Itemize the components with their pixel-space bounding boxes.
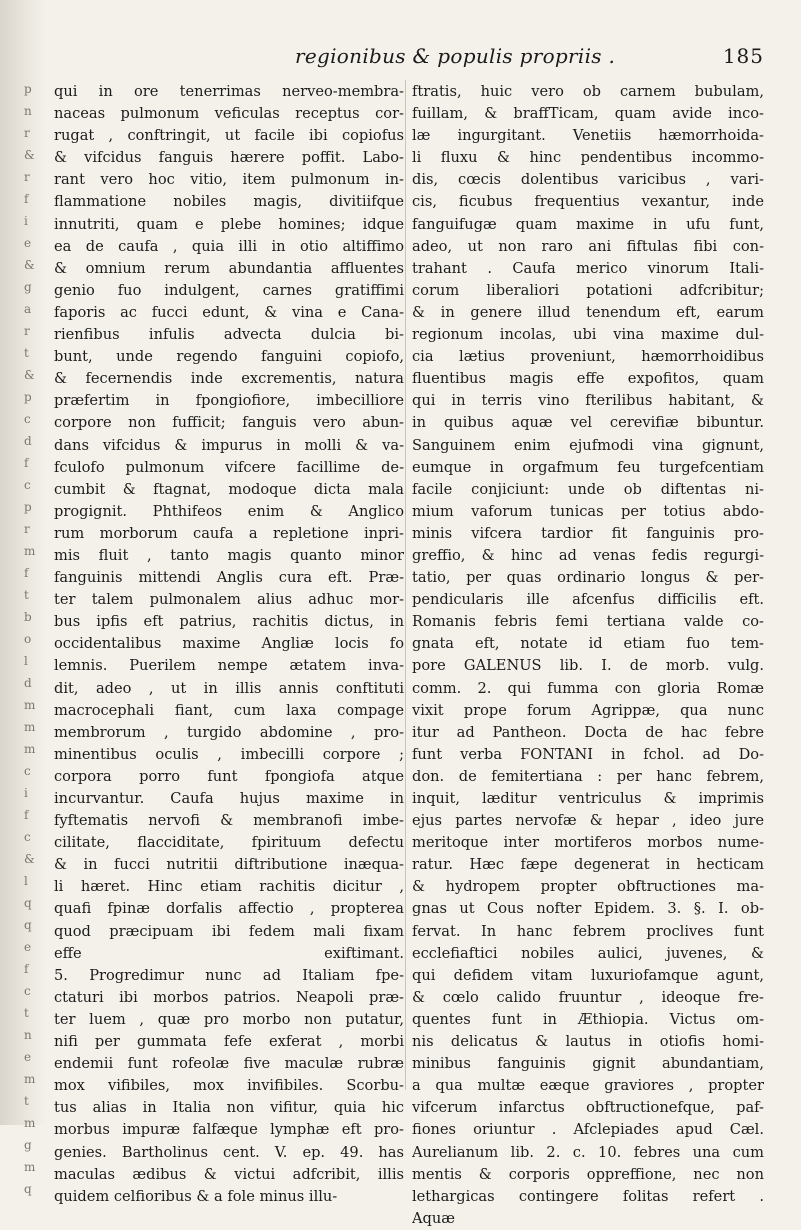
gutter-mark: t xyxy=(24,588,29,602)
text-line: qui defidem vitam luxuriofamque agunt, xyxy=(412,966,764,984)
text-line: pendicularis ille afcenfus difficilis eft. xyxy=(412,591,764,609)
gutter-mark: e xyxy=(24,940,32,954)
text-line: ter talem pulmonalem alius adhuc mor- xyxy=(54,591,404,609)
text-line: genio fuo indulgent, carnes gratiffimi xyxy=(54,281,404,299)
gutter-mark: & xyxy=(24,258,35,272)
text-line: & in fucci nutritii diftributione inæqua- xyxy=(54,856,404,874)
text-line: regionum incolas, ubi vina maxime dul- xyxy=(412,326,764,344)
text-line: tus alias in Italia non vifitur, quia hic xyxy=(54,1099,404,1117)
gutter-mark: q xyxy=(24,896,32,910)
text-line: pore GALENUS lib. I. de morb. vulg. xyxy=(412,657,764,675)
gutter-mark: t xyxy=(24,1094,29,1108)
text-line: Aquæ xyxy=(412,1209,455,1227)
text-line: li hæret. Hinc etiam rachitis dicitur , xyxy=(54,878,404,896)
text-line: inquit, læditur ventriculus & imprimis xyxy=(412,790,764,807)
text-line: dans vifcidus & impurus in molli & va- xyxy=(54,436,404,454)
text-line: funt verba FONTANI in fchol. ad Do- xyxy=(412,745,764,763)
text-line: genies. Bartholinus cent. V. ep. 49. has xyxy=(54,1143,404,1161)
gutter-mark: c xyxy=(24,764,31,778)
text-line: progignit. Phthifeos enim & Anglico xyxy=(54,502,404,520)
gutter-mark: q xyxy=(24,918,32,932)
text-line: maculas ædibus & victui adfcribit, illis xyxy=(54,1165,404,1183)
text-line: adeo, ut non raro ani fiftulas fibi con- xyxy=(412,237,764,255)
text-line: incurvantur. Caufa hujus maxime in xyxy=(54,790,404,807)
text-line: cumbit & ftagnat, modoque dicta mala xyxy=(54,480,404,498)
text-line: don. de femitertiana : per hanc febrem, xyxy=(412,767,764,785)
text-line: Sanguinem enim ejufmodi vina gignunt, xyxy=(412,436,764,454)
text-line: fyftematis nervofi & membranofi imbe- xyxy=(54,812,404,830)
text-line: corpora porro funt fpongiofa atque xyxy=(54,767,404,785)
text-line: trahant . Caufa merico vinorum Itali- xyxy=(412,259,764,277)
text-line: Aurelianum lib. 2. c. 10. febres una cum xyxy=(412,1143,764,1161)
gutter-mark: i xyxy=(24,786,28,800)
text-line: & vifcidus fanguis hærere poffit. Labo- xyxy=(54,149,404,167)
gutter-mark: g xyxy=(24,280,32,294)
gutter-mark: f xyxy=(24,808,29,822)
right-text-column xyxy=(412,81,764,1230)
text-line: itur ad Pantheon. Docta de hac febre xyxy=(412,723,764,741)
gutter-mark: m xyxy=(24,720,36,734)
text-line: facile conjiciunt: unde ob diftentas ni- xyxy=(412,480,764,498)
text-line: quafi fpinæ dorfalis affectio , propterea xyxy=(54,900,404,918)
gutter-mark: f xyxy=(24,566,29,580)
text-line: ecclefiaftici nobiles aulici, juvenes, & xyxy=(412,944,764,962)
text-line: bunt, unde regendo fanguini copiofo, xyxy=(54,348,404,366)
gutter-mark: l xyxy=(24,654,28,668)
text-line: nis delicatus & lautus in otiofis homi- xyxy=(412,1033,764,1051)
gutter-mark: c xyxy=(24,412,31,426)
text-line: læ ingurgitant. Venetiis hæmorrhoida- xyxy=(412,127,764,145)
text-line: fluentibus magis effe expofitos, quam xyxy=(412,370,764,388)
gutter-mark: d xyxy=(24,434,32,448)
text-line: ratur. Hæc fæpe degenerat in hecticam xyxy=(412,856,764,874)
text-line: præfertim in fpongiofiore, imbecilliore xyxy=(54,392,404,410)
text-line: flammatione nobiles magis, divitiifque xyxy=(54,193,404,211)
column-divider xyxy=(405,80,406,1090)
text-line: cilitate, flacciditate, fpirituum defectu xyxy=(54,834,404,852)
text-line: mis fluit , tanto magis quanto minor xyxy=(54,546,404,564)
text-line: 5. Progredimur nunc ad Italiam fpe- xyxy=(54,966,404,984)
text-line: dit, adeo , ut in illis annis conftituti xyxy=(54,679,404,697)
text-line: quidem celfioribus & a fole minus illu- xyxy=(54,1187,338,1205)
gutter-mark: a xyxy=(24,302,32,316)
text-line: fanguifugæ quam maxime in ufu funt, xyxy=(412,215,764,233)
text-line: macrocephali fiant, cum laxa compage xyxy=(54,701,404,719)
gutter-mark: l xyxy=(24,874,28,888)
text-line: endemii funt rofeolæ five maculæ rubræ xyxy=(54,1055,404,1073)
text-line: & hydropem propter obftructiones ma- xyxy=(412,878,764,896)
gutter-mark: f xyxy=(24,456,29,470)
gutter-mark: r xyxy=(24,522,30,536)
gutter-mark: p xyxy=(24,500,32,514)
running-head: regionibus & populis propriis . xyxy=(295,44,616,68)
text-line: meritoque inter mortiferos morbos nume- xyxy=(412,834,764,852)
gutter-mark: g xyxy=(24,1138,32,1152)
text-line: gnata eft, notate id etiam fuo tem- xyxy=(412,635,764,653)
text-line: cis, ficubus frequentius vexantur, inde xyxy=(412,193,764,211)
text-line: bus ipfis eft patrius, rachitis dictus, in xyxy=(54,613,404,631)
text-line: lemnis. Puerilem nempe ætatem inva- xyxy=(54,657,404,675)
text-line: mium vaforum tunicas per totius abdo- xyxy=(412,502,764,520)
text-line: fervat. In hanc febrem proclives funt xyxy=(412,922,764,940)
gutter-mark: & xyxy=(24,368,35,382)
text-line: minibus fanguinis gignit abundantiam, xyxy=(412,1055,764,1073)
text-line: ea de caufa , quia illi in otio altiffimo xyxy=(54,237,404,255)
text-line: cia lætius proveniunt, hæmorrhoidibus xyxy=(412,348,764,366)
gutter-mark: m xyxy=(24,698,36,712)
text-line: fanguinis mittendi Anglis cura eft. Præ- xyxy=(54,569,404,587)
gutter-mark: o xyxy=(24,632,32,646)
gutter-mark: m xyxy=(24,544,36,558)
gutter-mark: m xyxy=(24,1072,36,1086)
text-line: & cœlo calido fruuntur , ideoque fre- xyxy=(412,988,764,1006)
text-line: corpore non fufficit; fanguis vero abun- xyxy=(54,414,404,432)
gutter-mark: c xyxy=(24,984,31,998)
text-line: qui in ore tenerrimas nerveo-membra- xyxy=(54,83,404,100)
text-line: ctaturi ibi morbos patrios. Neapoli præ- xyxy=(54,988,404,1006)
gutter-mark: p xyxy=(24,390,32,404)
text-line: rant vero hoc vitio, item pulmonum in- xyxy=(54,171,404,189)
text-line: ftratis, huic vero ob carnem bubulam, xyxy=(412,83,764,100)
text-line: vifcerum infarctus obftructionefque, paf- xyxy=(412,1099,764,1117)
text-line: quentes funt in Æthiopia. Victus om- xyxy=(412,1010,764,1028)
gutter-mark: e xyxy=(24,236,32,250)
text-line: li fluxu & hinc pendentibus incommo- xyxy=(412,149,764,167)
text-line: quod præcipuam ibi fedem mali fixam xyxy=(54,922,404,940)
gutter-mark: n xyxy=(24,104,32,118)
text-line: gnas ut Cous nofter Epidem. 3. §. I. ob- xyxy=(412,900,764,918)
text-line: comm. 2. qui fumma con gloria Romæ xyxy=(412,679,764,697)
text-line: vixit prope forum Agrippæ, qua nunc xyxy=(412,701,764,719)
text-line: eumque in orgafmum feu turgefcentiam xyxy=(412,458,764,476)
text-line: effe exiftimant. xyxy=(54,944,404,962)
text-line: mentis & corporis oppreffione, nec non xyxy=(412,1165,764,1183)
text-line: lethargicas contingere folitas refert . xyxy=(412,1187,764,1205)
text-line: naceas pulmonum veficulas receptus cor- xyxy=(54,105,404,123)
gutter-mark: c xyxy=(24,830,31,844)
gutter-mark: t xyxy=(24,1006,29,1020)
gutter-mark: t xyxy=(24,346,29,360)
text-line: innutriti, quam e plebe homines; idque xyxy=(54,215,404,233)
text-line: minis vifcera tardior fit fanguinis pro- xyxy=(412,524,764,542)
text-line: rum morborum caufa a repletione inpri- xyxy=(54,524,404,542)
gutter-mark: & xyxy=(24,148,35,162)
text-line: dis, cœcis dolentibus varicibus , vari- xyxy=(412,171,764,189)
text-line: mox vifibiles, mox invifibiles. Scorbu- xyxy=(54,1077,404,1095)
text-line: corum liberaliori potationi adfcribitur; xyxy=(412,281,764,299)
gutter-mark: r xyxy=(24,126,30,140)
gutter-mark: i xyxy=(24,214,28,228)
gutter-mark: c xyxy=(24,478,31,492)
text-line: qui in terris vino fterilibus habitant, & xyxy=(412,392,764,410)
page-header xyxy=(60,44,770,74)
text-line: rugat , conftringit, ut facile ibi copiofus xyxy=(54,127,404,145)
gutter-mark: m xyxy=(24,742,36,756)
text-line: in quibus aquæ vel cerevifiæ bibuntur. xyxy=(412,414,764,432)
gutter-mark: r xyxy=(24,170,30,184)
text-line: fiones oriuntur . Afclepiades apud Cæl. xyxy=(412,1121,764,1139)
text-line: fculofo pulmonum vifcere facillime de- xyxy=(54,458,404,476)
text-line: membrorum , turgido abdomine , pro- xyxy=(54,723,404,741)
text-line: & fecernendis inde excrementis, natura xyxy=(54,370,404,388)
gutter-mark: & xyxy=(24,852,35,866)
left-text-column xyxy=(54,81,404,1208)
text-line: morbus impuræ falfæque lymphæ eft pro- xyxy=(54,1121,404,1139)
text-line: ter luem , quæ pro morbo non putatur, xyxy=(54,1010,404,1028)
text-line: Romanis febris femi tertiana valde co- xyxy=(412,613,764,631)
text-line: a qua multæ eæque graviores , propter xyxy=(412,1077,764,1095)
text-line: nifi per gummata fefe exferat , morbi xyxy=(54,1033,404,1051)
gutter-mark: n xyxy=(24,1028,32,1042)
text-line: tatio, per quas ordinario longus & per- xyxy=(412,569,764,587)
gutter-mark: m xyxy=(24,1116,36,1130)
text-line: rienfibus infulis advecta dulcia bi- xyxy=(54,326,404,344)
text-line: minentibus oculis , imbecilli corpore ; xyxy=(54,745,404,763)
text-line: faporis ac fucci edunt, & vina e Cana- xyxy=(54,303,404,321)
text-line: & in genere illud tenendum eft, earum xyxy=(412,303,764,321)
gutter-mark: d xyxy=(24,676,32,690)
gutter-mark: r xyxy=(24,324,30,338)
text-line: greffio, & hinc ad venas fedis regurgi- xyxy=(412,546,764,564)
text-line: & omnium rerum abundantia affluentes xyxy=(54,259,404,277)
page-gutter xyxy=(0,0,46,1196)
gutter-mark: m xyxy=(24,1160,36,1174)
gutter-mark: p xyxy=(24,82,32,96)
text-line: fuillam, & braffTicam, quam avide inco- xyxy=(412,105,764,123)
gutter-mark: f xyxy=(24,962,29,976)
gutter-mark: b xyxy=(24,610,32,624)
gutter-mark: f xyxy=(24,192,29,206)
gutter-bleed-through xyxy=(24,78,40,1200)
gutter-mark: e xyxy=(24,1050,32,1064)
gutter-mark: q xyxy=(24,1182,32,1196)
text-line: occidentalibus maxime Angliæ locis fo xyxy=(54,635,404,653)
text-line: ejus partes nervofæ & hepar , ideo jure xyxy=(412,812,764,830)
page-number: 185 xyxy=(722,44,764,68)
